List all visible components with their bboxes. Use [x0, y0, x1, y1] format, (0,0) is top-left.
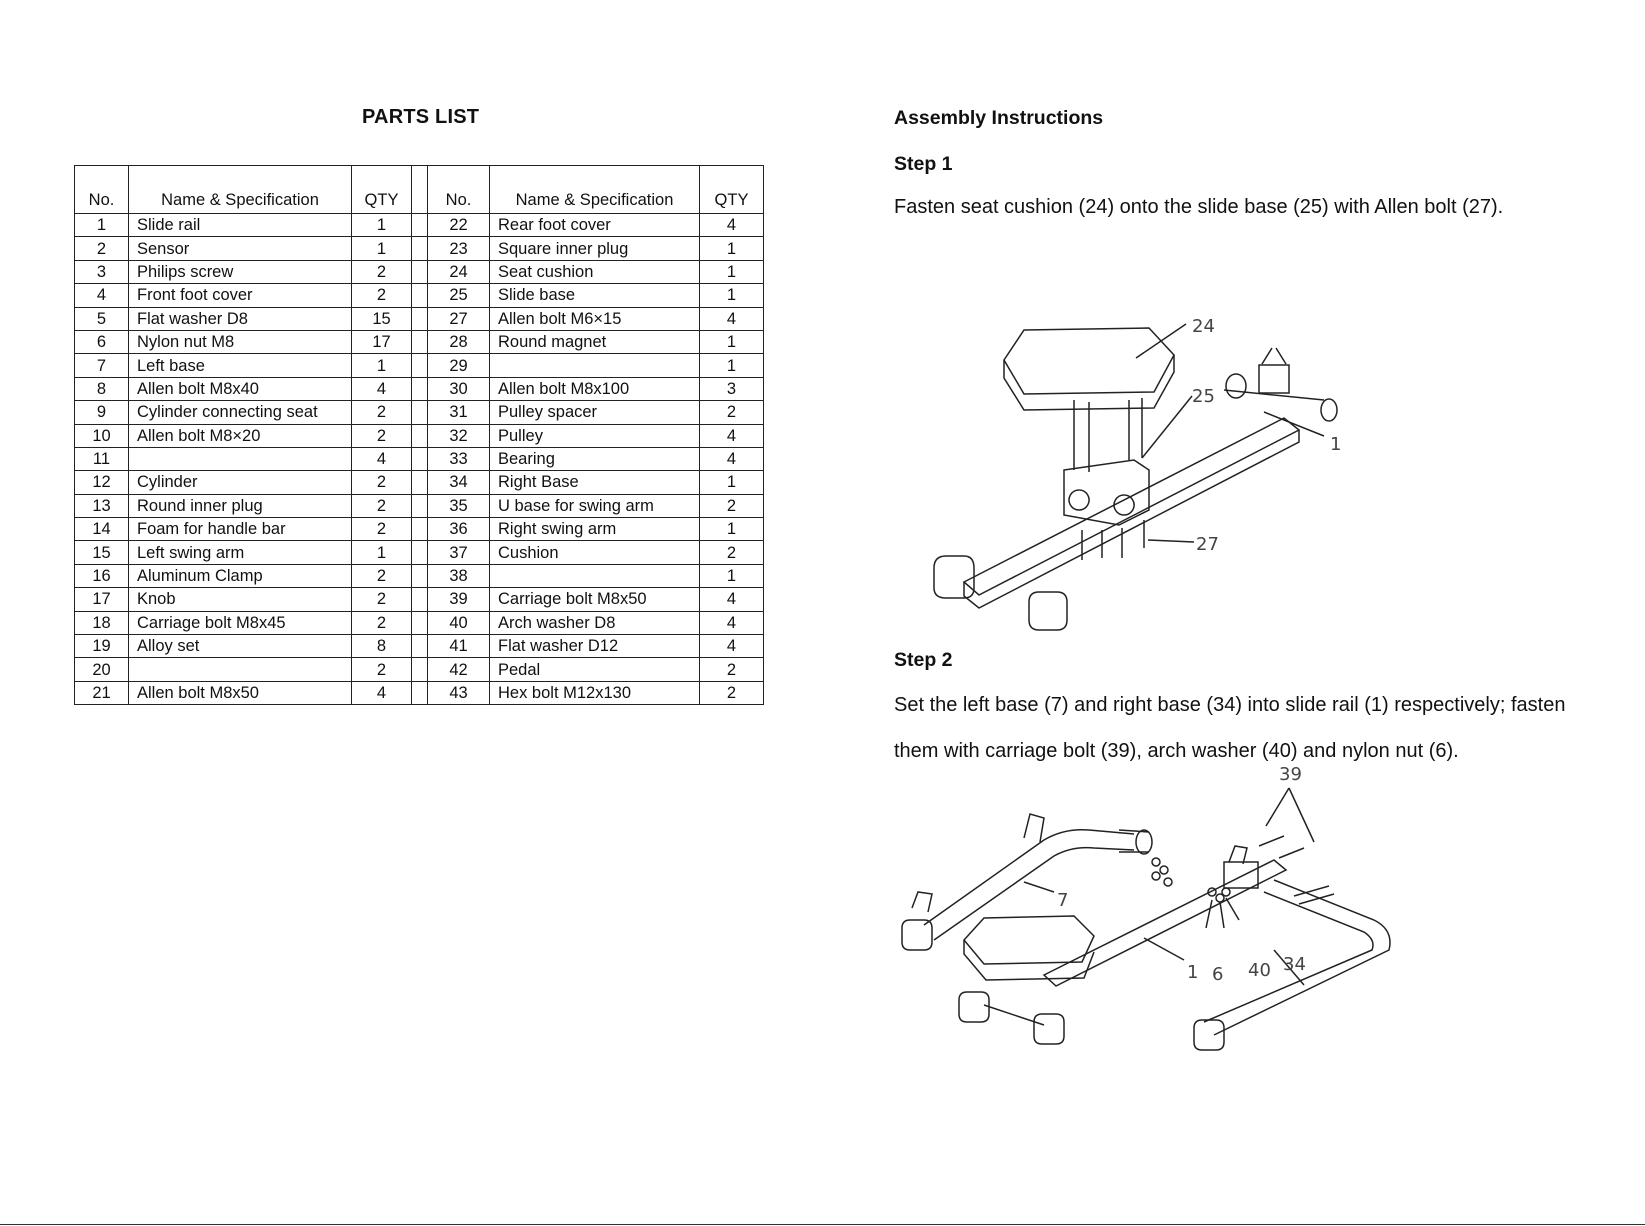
part-no: 17 [75, 588, 129, 611]
part-name: Hex bolt M12x130 [490, 681, 700, 704]
part-qty: 2 [352, 424, 412, 447]
column-gap [412, 354, 428, 377]
callout-27: 27 [1196, 534, 1219, 555]
part-qty: 2 [352, 471, 412, 494]
column-gap [412, 588, 428, 611]
part-qty: 2 [352, 260, 412, 283]
table-row [75, 424, 764, 447]
column-gap [412, 307, 428, 330]
part-qty: 2 [700, 541, 764, 564]
part-no: 35 [428, 494, 490, 517]
part-qty: 4 [700, 424, 764, 447]
part-no: 18 [75, 611, 129, 634]
step2-text-line1: Set the left base (7) and right base (34) into slide rail (1) respectively; fasten [894, 694, 1566, 716]
part-no: 42 [428, 658, 490, 681]
callout-24: 24 [1192, 316, 1215, 337]
part-qty: 1 [700, 564, 764, 587]
part-name: Cylinder connecting seat [129, 401, 352, 424]
part-no: 16 [75, 564, 129, 587]
part-no: 31 [428, 401, 490, 424]
part-no: 2 [75, 237, 129, 260]
part-no: 5 [75, 307, 129, 330]
part-qty: 1 [700, 354, 764, 377]
part-name: Left base [129, 354, 352, 377]
part-qty: 15 [352, 307, 412, 330]
part-name: Foam for handle bar [129, 518, 352, 541]
step1-heading: Step 1 [894, 153, 953, 175]
part-no: 8 [75, 377, 129, 400]
callout-7: 7 [1057, 890, 1069, 911]
column-gap [412, 541, 428, 564]
part-qty: 1 [700, 330, 764, 353]
part-no: 14 [75, 518, 129, 541]
part-no: 7 [75, 354, 129, 377]
part-qty: 1 [700, 237, 764, 260]
header-no: No. [75, 166, 129, 214]
callout-34: 34 [1283, 954, 1306, 975]
table-row [75, 447, 764, 470]
table-row [75, 284, 764, 307]
part-name: Slide base [490, 284, 700, 307]
table-row [75, 471, 764, 494]
part-no: 23 [428, 237, 490, 260]
part-no: 34 [428, 471, 490, 494]
part-name: Pulley [490, 424, 700, 447]
part-name: Philips screw [129, 260, 352, 283]
part-name: Right Base [490, 471, 700, 494]
part-qty: 1 [700, 284, 764, 307]
part-qty: 4 [352, 447, 412, 470]
table-row [75, 354, 764, 377]
table-row [75, 377, 764, 400]
part-no: 25 [428, 284, 490, 307]
part-name [490, 354, 700, 377]
part-qty: 4 [700, 611, 764, 634]
part-no: 41 [428, 635, 490, 658]
part-name: Pulley spacer [490, 401, 700, 424]
part-name: Pedal [490, 658, 700, 681]
header-qty: QTY [700, 166, 764, 214]
part-no: 27 [428, 307, 490, 330]
table-row [75, 635, 764, 658]
column-gap [412, 424, 428, 447]
part-name [490, 564, 700, 587]
part-name: Round inner plug [129, 494, 352, 517]
page-bottom-rule [0, 1224, 1645, 1225]
part-name: Carriage bolt M8x45 [129, 611, 352, 634]
part-qty: 2 [700, 658, 764, 681]
part-no: 10 [75, 424, 129, 447]
table-row [75, 564, 764, 587]
table-row [75, 681, 764, 704]
column-gap [412, 564, 428, 587]
part-name: Round magnet [490, 330, 700, 353]
part-qty: 4 [700, 214, 764, 237]
part-no: 12 [75, 471, 129, 494]
part-no: 9 [75, 401, 129, 424]
part-no: 43 [428, 681, 490, 704]
part-qty: 1 [352, 237, 412, 260]
part-name: Alloy set [129, 635, 352, 658]
column-gap [412, 330, 428, 353]
part-name: Cushion [490, 541, 700, 564]
part-name: Allen bolt M6×15 [490, 307, 700, 330]
part-no: 21 [75, 681, 129, 704]
part-qty: 1 [700, 471, 764, 494]
part-no: 37 [428, 541, 490, 564]
part-qty: 4 [700, 447, 764, 470]
part-name: Carriage bolt M8x50 [490, 588, 700, 611]
part-qty: 4 [700, 588, 764, 611]
step2-heading: Step 2 [894, 649, 953, 671]
part-name: Square inner plug [490, 237, 700, 260]
part-no: 29 [428, 354, 490, 377]
callout-6: 6 [1212, 964, 1224, 985]
part-name: Allen bolt M8×20 [129, 424, 352, 447]
callout-1: 1 [1187, 962, 1199, 983]
column-gap [412, 260, 428, 283]
step2-diagram [894, 764, 1414, 1090]
part-name: Allen bolt M8x100 [490, 377, 700, 400]
part-name: Sensor [129, 237, 352, 260]
column-gap [412, 494, 428, 517]
header-qty: QTY [352, 166, 412, 214]
part-name: Slide rail [129, 214, 352, 237]
step2-text-line2: them with carriage bolt (39), arch washer (40) and nylon nut (6). [894, 740, 1459, 762]
table-row [75, 658, 764, 681]
part-qty: 2 [352, 588, 412, 611]
part-name: Seat cushion [490, 260, 700, 283]
part-qty: 2 [700, 681, 764, 704]
part-qty: 2 [352, 564, 412, 587]
part-qty: 1 [352, 541, 412, 564]
part-name: Flat washer D8 [129, 307, 352, 330]
column-gap [412, 635, 428, 658]
column-gap [412, 611, 428, 634]
part-name: Rear foot cover [490, 214, 700, 237]
part-qty: 8 [352, 635, 412, 658]
table-header-row [75, 166, 764, 214]
table-row [75, 611, 764, 634]
column-gap [412, 518, 428, 541]
part-qty: 2 [352, 494, 412, 517]
part-name: Aluminum Clamp [129, 564, 352, 587]
part-no: 22 [428, 214, 490, 237]
part-name [129, 447, 352, 470]
table-row [75, 214, 764, 237]
table-row [75, 541, 764, 564]
part-no: 38 [428, 564, 490, 587]
part-qty: 2 [352, 518, 412, 541]
part-name: Bearing [490, 447, 700, 470]
part-name: Flat washer D12 [490, 635, 700, 658]
assembly-title: Assembly Instructions [894, 107, 1104, 129]
part-name: Right swing arm [490, 518, 700, 541]
column-gap [412, 237, 428, 260]
column-gap [412, 401, 428, 424]
part-qty: 4 [700, 635, 764, 658]
part-no: 4 [75, 284, 129, 307]
column-gap [412, 284, 428, 307]
part-no: 24 [428, 260, 490, 283]
part-qty: 4 [352, 377, 412, 400]
table-row [75, 307, 764, 330]
part-no: 32 [428, 424, 490, 447]
part-qty: 2 [700, 494, 764, 517]
part-no: 36 [428, 518, 490, 541]
table-row [75, 401, 764, 424]
part-no: 40 [428, 611, 490, 634]
part-name: Allen bolt M8x50 [129, 681, 352, 704]
callout-25: 25 [1192, 386, 1215, 407]
part-name: Arch washer D8 [490, 611, 700, 634]
part-no: 28 [428, 330, 490, 353]
header-name: Name & Specification [490, 166, 700, 214]
part-no: 30 [428, 377, 490, 400]
part-name: Knob [129, 588, 352, 611]
part-qty: 1 [352, 214, 412, 237]
part-qty: 2 [352, 658, 412, 681]
part-name: Nylon nut M8 [129, 330, 352, 353]
part-qty: 2 [352, 284, 412, 307]
header-name: Name & Specification [129, 166, 352, 214]
parts-list-body [75, 214, 764, 705]
table-row [75, 588, 764, 611]
part-qty: 4 [352, 681, 412, 704]
part-no: 33 [428, 447, 490, 470]
step1-text: Fasten seat cushion (24) onto the slide base (25) with Allen bolt (27). [894, 196, 1504, 218]
callout-39: 39 [1279, 764, 1302, 785]
column-gap [412, 471, 428, 494]
table-row [75, 260, 764, 283]
part-qty: 4 [700, 307, 764, 330]
part-qty: 1 [352, 354, 412, 377]
part-no: 19 [75, 635, 129, 658]
part-no: 39 [428, 588, 490, 611]
part-qty: 2 [352, 611, 412, 634]
column-gap [412, 681, 428, 704]
column-gap [412, 447, 428, 470]
table-row [75, 330, 764, 353]
part-name: Front foot cover [129, 284, 352, 307]
part-qty: 1 [700, 260, 764, 283]
part-no: 13 [75, 494, 129, 517]
part-qty: 3 [700, 377, 764, 400]
part-name: U base for swing arm [490, 494, 700, 517]
column-gap [412, 166, 428, 214]
step1-diagram [924, 316, 1384, 630]
part-no: 1 [75, 214, 129, 237]
column-gap [412, 658, 428, 681]
parts-list-title: PARTS LIST [362, 106, 480, 128]
part-no: 11 [75, 447, 129, 470]
part-qty: 2 [700, 401, 764, 424]
callout-40: 40 [1248, 960, 1271, 981]
table-row [75, 237, 764, 260]
part-name: Allen bolt M8x40 [129, 377, 352, 400]
part-name: Left swing arm [129, 541, 352, 564]
table-row [75, 494, 764, 517]
table-row [75, 518, 764, 541]
column-gap [412, 214, 428, 237]
column-gap [412, 377, 428, 400]
part-qty: 1 [700, 518, 764, 541]
part-name: Cylinder [129, 471, 352, 494]
part-no: 6 [75, 330, 129, 353]
part-no: 15 [75, 541, 129, 564]
part-qty: 2 [352, 401, 412, 424]
header-no: No. [428, 166, 490, 214]
parts-list-table [74, 165, 764, 705]
callout-1: 1 [1330, 434, 1342, 455]
part-name [129, 658, 352, 681]
part-no: 20 [75, 658, 129, 681]
part-no: 3 [75, 260, 129, 283]
part-qty: 17 [352, 330, 412, 353]
